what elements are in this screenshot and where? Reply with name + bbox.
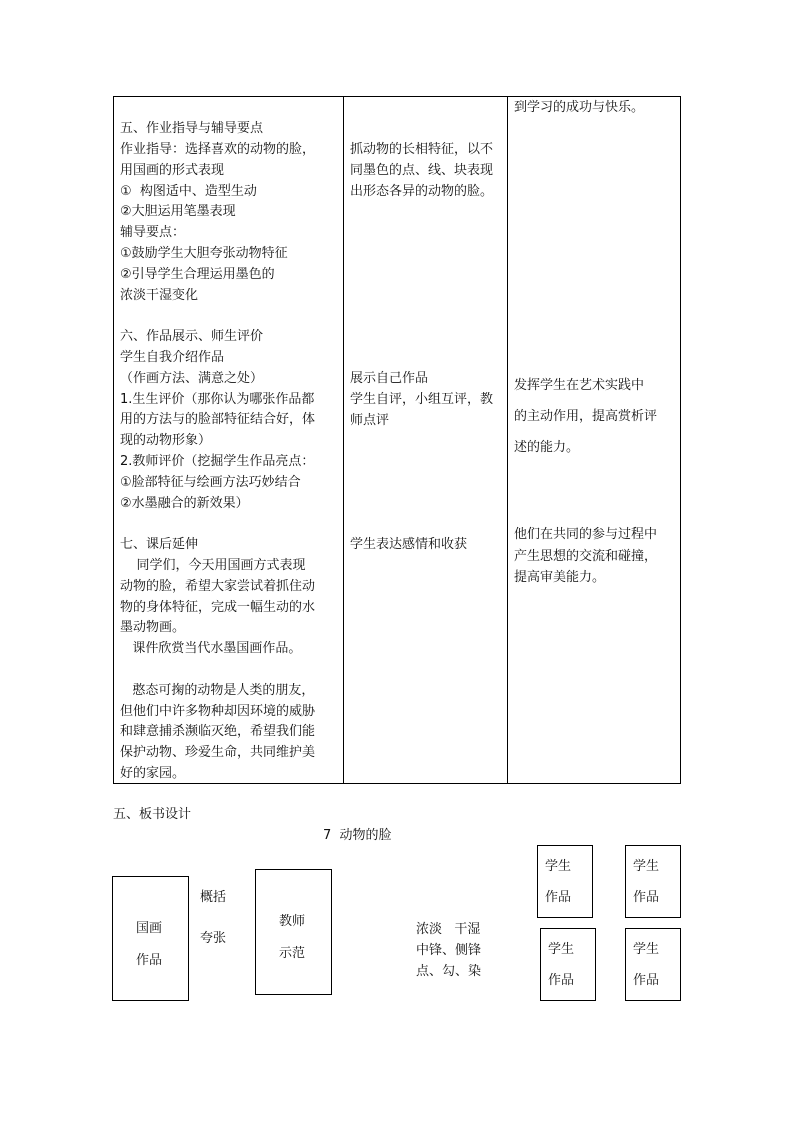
text-line: ①脸部特征与绘画方法巧妙结合	[120, 474, 301, 490]
text-line: 学生	[545, 859, 572, 874]
text-line: 用的方法与的脸部特征结合好，体	[120, 412, 316, 428]
text-line: 提高审美能力。	[514, 570, 606, 585]
text-line: 憨态可掬的动物是人类的朋友，	[120, 682, 315, 698]
text-line: 到学习的成功与快乐。	[514, 100, 645, 115]
teacher-demo-box	[255, 869, 332, 995]
design-intent-top	[514, 98, 644, 119]
text-line: 学生	[633, 859, 660, 874]
text-line: （作画方法、满意之处）	[120, 370, 264, 386]
board-design-heading: 五、板书设计	[113, 807, 192, 822]
student-activity-7	[350, 535, 467, 556]
student-activity-5	[350, 140, 493, 202]
text-line: 现的动物形象）	[120, 433, 212, 449]
text-line: 概括	[200, 890, 227, 905]
section5-heading: 五、作业指导与辅导要点	[120, 121, 264, 136]
text-line: 他们在共同的参与过程中	[514, 527, 658, 542]
column-divider	[507, 97, 508, 783]
text-line: 和肆意捕杀濒临灭绝，希望我们能	[120, 724, 316, 740]
text-line: ②大胆运用笔墨表现	[120, 204, 236, 220]
text-line: 作品	[136, 953, 163, 968]
text-line: 中锋、侧锋	[416, 943, 482, 958]
text-line: ①鼓励学生大胆夸张动物特征	[120, 245, 288, 261]
text-line: 作品	[545, 890, 572, 905]
guohua-works-box	[112, 876, 189, 1001]
section6-heading: 六、作品展示、师生评价	[120, 329, 264, 344]
text-line: 师点评	[350, 412, 390, 428]
text-line: 浓淡 干湿	[416, 922, 481, 937]
student-work-box-3	[540, 928, 596, 1001]
text-line: 用国画的形式表现	[120, 162, 225, 178]
student-work-box-1	[537, 845, 593, 918]
text-line: 好的家园。	[120, 765, 186, 781]
text-line: 产生思想的交流和碰撞，	[514, 548, 658, 564]
text-line: 2.教师评价（挖掘学生作品亮点：	[120, 453, 315, 469]
text-line: ②水墨融合的新效果）	[120, 495, 249, 511]
summary-words	[200, 888, 226, 950]
text-line: 学生自我介绍作品	[120, 350, 225, 365]
text-line: 点、勾、染	[416, 964, 482, 979]
student-work-box-2	[625, 845, 681, 918]
section6-content	[120, 348, 315, 514]
text-line: 夸张	[200, 931, 227, 946]
design-intent-7	[514, 524, 657, 589]
design-intent-6	[514, 370, 657, 463]
text-line: 墨动物画。	[120, 620, 186, 636]
text-line: 作品	[633, 890, 660, 905]
text-line: 抓动物的长相特征，以不	[350, 142, 494, 157]
student-work-box-4	[625, 928, 681, 1001]
lesson-table	[113, 96, 681, 784]
section7-content	[120, 556, 315, 785]
board-title: 7 动物的脸	[323, 828, 392, 843]
text-line: 述的能力。	[514, 440, 580, 455]
text-line: 动物的脸，希望大家尝试着抓住动	[120, 578, 316, 594]
text-line: 发挥学生在艺术实践中	[514, 378, 645, 393]
text-line: ②引导学生合理运用墨色的	[120, 266, 275, 282]
ink-techniques	[416, 919, 481, 982]
text-line: ① 构图适中、造型生动	[120, 183, 257, 199]
text-line: 辅导要点：	[120, 225, 186, 241]
section5-content	[120, 140, 315, 306]
text-line: 保护动物、珍爱生命，共同维护美	[120, 745, 316, 761]
text-line: 学生	[548, 942, 575, 957]
section7-heading: 七、课后延伸	[120, 537, 199, 552]
text-line: 学生自评，小组互评，教	[350, 391, 494, 407]
column-divider	[343, 97, 344, 783]
text-line: 出形态各异的动物的脸。	[350, 183, 494, 199]
text-line: 作品	[633, 973, 660, 988]
text-line: 但他们中许多物种却因环境的威胁	[120, 703, 316, 719]
text-line	[200, 909, 226, 930]
text-line: 国画	[136, 921, 163, 936]
text-line: 物的身体特征，完成一幅生动的水	[120, 599, 316, 615]
text-line: 作品	[548, 973, 575, 988]
text-line: 同墨色的点、线、块表现	[350, 162, 494, 178]
text-line: 教师	[279, 914, 306, 929]
text-line: 作业指导：选择喜欢的动物的脸，	[120, 142, 316, 157]
text-line: 浓淡干湿变化	[120, 287, 199, 303]
text-line: 同学们，今天用国画方式表现	[120, 558, 306, 573]
text-line: 课件欣赏当代水墨国画作品。	[120, 641, 302, 657]
text-line: 学生表达感情和收获	[350, 537, 468, 552]
text-line	[120, 660, 315, 681]
student-activity-6	[350, 369, 493, 431]
text-line: 展示自己作品	[350, 371, 429, 386]
text-line: 1.生生评价（那你认为哪张作品都	[120, 391, 315, 407]
text-line: 的主动作用，提高赏析评	[514, 409, 658, 424]
text-line: 学生	[633, 942, 660, 957]
text-line: 示范	[279, 946, 306, 961]
